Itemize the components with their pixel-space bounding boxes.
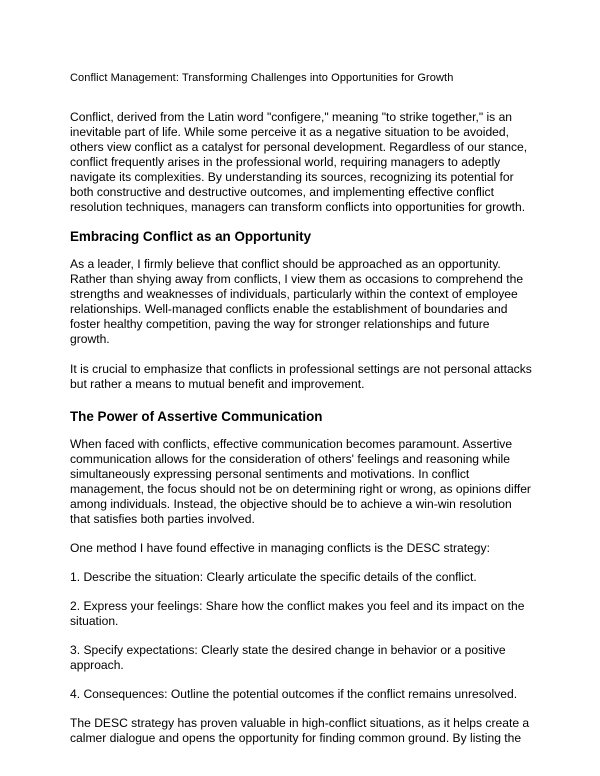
section2-paragraph-3: The DESC strategy has proven valuable in high-conflict situations, as it helps create a calmer dialogue and opens the opportunity for finding common ground. By listing the — [70, 716, 530, 745]
desc-step-3: 3. Specify expectations: Clearly state the desired change in behavior or a positive approach. — [70, 643, 506, 672]
section-heading-assertive-communication: The Power of Assertive Communication — [70, 409, 323, 424]
section-heading-embracing-conflict: Embracing Conflict as an Opportunity — [70, 229, 312, 244]
intro-paragraph: Conflict, derived from the Latin word "configere," meaning "to strike together," is an inevitable part of life. While some perceive it as a negative situation to be avoided, others view conflict as a catalyst for personal development. Regardless of our stance, conflict frequently arises in the professional world, requiring managers to adeptly navigate its complexities. By understanding its sources, recognizing its potential for both constructive and destructive outcomes, and implementing effective conflict resolution techniques, managers can transform conflicts into opportunities for growth. — [70, 110, 528, 214]
desc-step-2: 2. Express your feelings: Share how the conflict makes you feel and its impact on the situation. — [70, 599, 525, 628]
desc-step-4: 4. Consequences: Outline the potential outcomes if the conflict remains unresolved. — [70, 687, 518, 701]
document-header-title: Conflict Management: Transforming Challenges into Opportunities for Growth — [70, 72, 454, 84]
section2-paragraph-1: When faced with conflicts, effective communication becomes paramount. Assertive communication allows for the consideration of others' feelings and reasoning while simultaneously expressing personal sentiments and motivations. In conflict management, the focus should not be on determining right or wrong, as opinions differ among individuals. Instead, the objective should be to achieve a win-win resolution that satisfies both parties involved. — [70, 437, 531, 526]
section1-paragraph-2: It is crucial to emphasize that conflicts in professional settings are not personal attacks but rather a means to mutual benefit and improvement. — [70, 362, 532, 391]
section2-paragraph-2: One method I have found effective in managing conflicts is the DESC strategy: — [70, 541, 490, 555]
document-body — [70, 110, 532, 746]
section1-paragraph-1: As a leader, I firmly believe that conflict should be approached as an opportunity. Rather than shying away from conflicts, I view them as occasions to comprehend the strengths and weaknesses of individuals, particularly within the context of employee relationships. Well-managed conflicts enable the establishment of boundaries and foster healthy competition, paving the way for stronger relationships and future growth. — [70, 257, 524, 346]
desc-step-1: 1. Describe the situation: Clearly articulate the specific details of the conflict. — [70, 570, 477, 584]
